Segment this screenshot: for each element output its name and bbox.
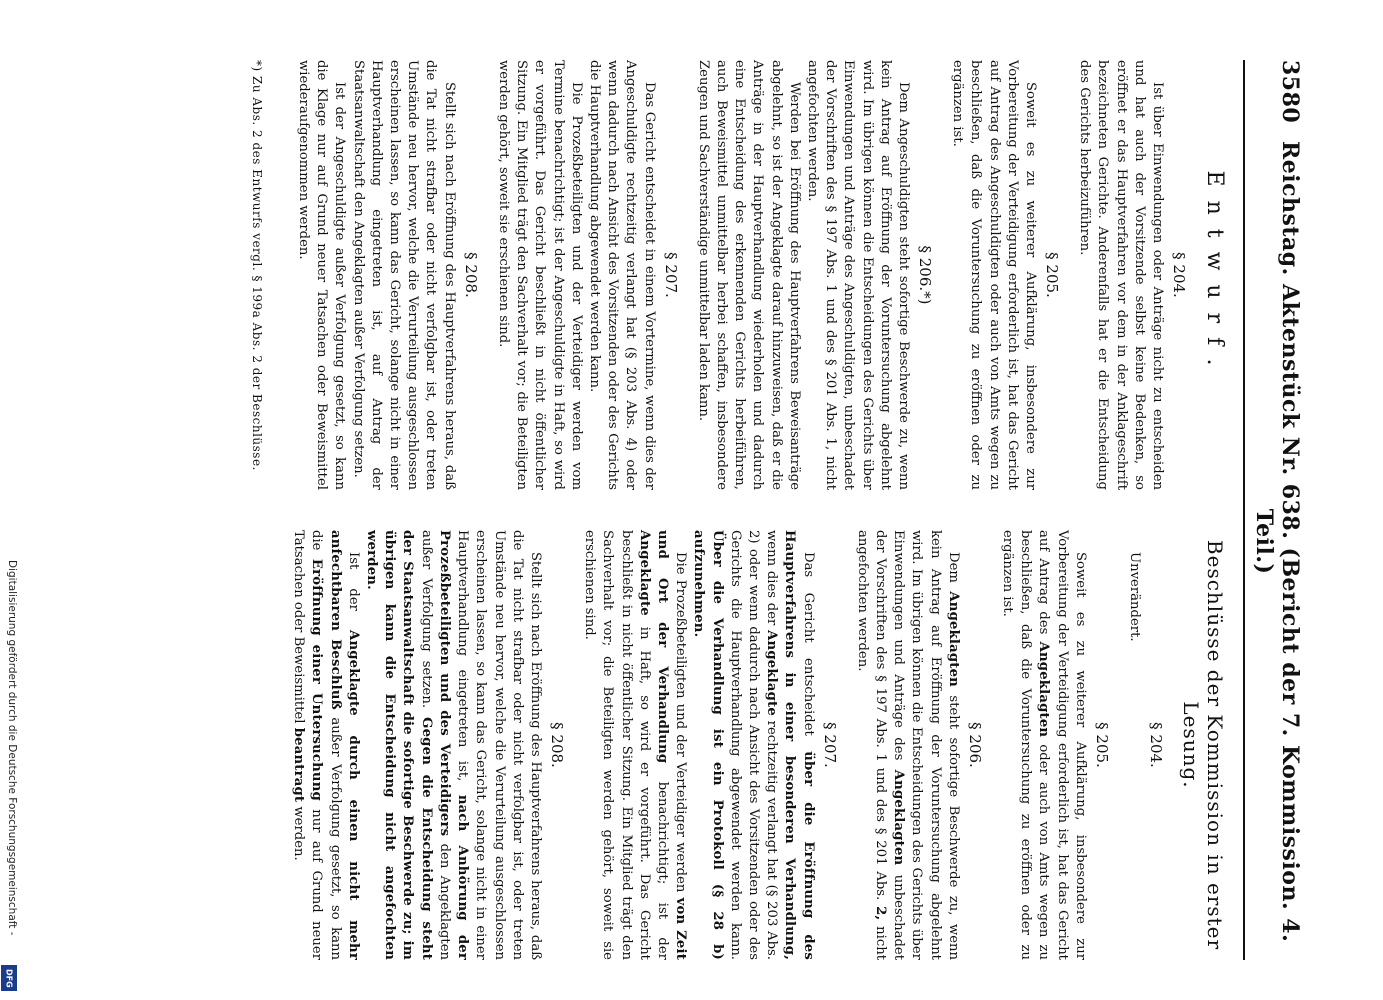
section-text: Das Gericht entscheidet in einem Vortermine, wenn dies der Angeschuldigte rechtzeitig verlangt hat (§ 203 Abs. 4) oder wenn dadurch nach Ansicht des Vorsitzenden oder des Gerichts die Hauptverhandlung abgewendet werden kann. (586, 60, 657, 490)
section-number: § 206.*) (915, 245, 934, 305)
text-run: steht sofortige Beschwerde zu, wenn kein Antrag auf Eröffnung der Voruntersuchung abgelehnt wird. Im übrigen können die Entscheidungen des Gerichts über Einwendungen und Anträge des (891, 530, 961, 960)
text-run: Das Gericht entscheidet (800, 552, 816, 752)
digitization-credit (0, 560, 20, 1000)
emphasis-run: Angeklagten (891, 769, 907, 866)
resolution-section-208 (289, 530, 566, 960)
section-text (689, 530, 816, 960)
section-text: Stellt sich nach Eröffnung des Hauptverfahrens heraus, daß die Tat nicht strafbar oder nicht verfolgbar ist, oder treten Umstände neu hervor, welche die Verurteilung ausgeschlossen erscheinen lassen, so kann das Gericht, solange nicht in einer Hauptverhandlung eingetreten ist, auf Antrag der Staatsanwaltschaft den Angeklagten außer Verfolgung setzen. (350, 60, 457, 490)
text-run: Stellt sich nach Eröffnung des Hauptverfahrens heraus, daß die Tat nicht strafbar oder nicht verfolgbar ist, oder treten Umstände neu hervor, welche die Verurteilung ausgeschlossen erscheinen lassen, so kann das Gericht, solange nicht in einer Hauptverhandlung eingetreten ist, (455, 530, 543, 960)
emphasis-run: Angeklagte (764, 630, 780, 716)
text-run: Dem (945, 552, 961, 592)
section-number: § 208. (547, 722, 566, 768)
draft-heading: Entwurf. (1202, 170, 1227, 380)
text-run: benachrichtigt; ist der (654, 763, 670, 960)
draft-section-207 (494, 60, 680, 490)
draft-section-208 (294, 60, 480, 490)
section-text: Die Prozeßbeteiligten und der Verteidiger werden vom Termine benachrichtigt; ist der Angeschuldigte in Haft, so wird er vorgeführt. Das Gericht beschließt in nicht öffentlicher Sitzung. Ein Mitglied trägt den Sachverhalt vor; die Beteiligten werden gehört, soweit sie erschienen sind. (495, 60, 584, 490)
section-number: § 205. (1092, 722, 1111, 768)
emphasis-run: 2, (872, 906, 888, 921)
page-number: 3580 (1277, 60, 1303, 124)
footnote: *) Zu Abs. 2 des Entwurfs vergl. § 199a Abs. 2 der Beschlüsse. (249, 60, 264, 471)
text-run: den Angeklagten außer Verfolgung setzen. (418, 530, 452, 961)
emphasis-run: von Zeit und Ort der Verhandlung (654, 530, 689, 960)
draft-section-204 (1075, 60, 1188, 490)
section-number: § 207. (820, 722, 839, 768)
text-run: außer Verfolgung gesetzt, so kann die (309, 530, 343, 960)
text-run: Soweit es zu weiterer Aufklärung, insbesondere zur Vorbereitung der Verteidigung erforderlich ist, hat das Gericht auf Antrag des (1036, 530, 1088, 960)
emphasis-run: Über die Verhandlung ist ein Protokoll (§ 28 b) aufzunehmen. (691, 530, 725, 960)
section-number: § 208. (461, 252, 480, 298)
section-text: Soweit es zu weiterer Aufklärung, insbesondere zur Vorbereitung der Verteidigung erforderlich ist, hat das Gericht auf Antrag des Angeschuldigten oder auch von Amts wegen zu beschließen, daß die Voruntersuchung zu eröffnen oder zu ergänzen ist. (950, 60, 1038, 490)
section-text: Ist der Angeschuldigte außer Verfolgung gesetzt, so kann die Klage nur auf Grund neuer Tatsachen oder Beweismittel wiederaufgenommen werden. (296, 60, 348, 490)
section-text (580, 530, 689, 960)
text-run: Ist der (345, 552, 361, 631)
emphasis-run: Angeklagten (945, 591, 961, 687)
section-number: § 206. (965, 722, 984, 768)
emphasis-run: Eröffnung einer Untersuchung (309, 558, 325, 801)
section-text: Unverändert. (1127, 552, 1142, 642)
text-run: unbeschadet der Vorschriften des § 197 Abs. 1 und des § 201 Abs. (872, 530, 907, 960)
emphasis-run: Angeklagten (1036, 641, 1052, 738)
emphasis-run: beantragt (291, 727, 307, 803)
page-title: Reichstag. Aktenstück Nr. 638. (Bericht der 7. Kommission. 4. Teil.) (1251, 140, 1303, 943)
resolutions-column (250, 530, 1227, 960)
text-run: oder auch von Amts wegen zu beschließen, daß die Voruntersuchung zu eröffnen oder zu ergänzen ist. (999, 530, 1052, 960)
resolution-section-206 (853, 530, 984, 960)
section-text: Werden bei Eröffnung des Hauptverfahrens Beweisanträge abgelehnt, so ist der Angeklagte darauf hinzuweisen, daß er die Anträge in der Hauptverhandlung wiederholen und dadurch eine Entscheidung des erkennenden Gerichts herbeiführen, auch Beweismittel unmittelbar herbei schaffen, insbesondere Zeugen und Sachverständige unmittelbar laden kann. (695, 60, 802, 490)
section-text: Ist über Einwendungen oder Anträge nicht zu entscheiden und hat auch der Vorsitzende selbst keine Bedenken, so eröffnet er das Hauptverfahren vor dem in der Anklageschrift bezeichneten Gerichte. Anderenfalls hat er die Entscheidung des Gerichts herbeizuführen. (1077, 60, 1165, 490)
text-run: rechtzeitig verlangt hat (§ 203 Abs. 2) oder wenn dadurch nach Ansicht des Vorsitzenden oder des Gerichts die Hauptverhandlung abgewendet werden kann. (727, 530, 780, 961)
section-number: § 207. (661, 252, 680, 298)
text-run: in Haft, so wird er vorgeführt. Das Gericht beschließt in nicht öffentlicher Sitzung. Ein Mitglied trägt den Sachverhalt vor; die Beteiligten werden gehört, soweit sie erschienen sind. (582, 530, 652, 960)
draft-section-205 (948, 60, 1061, 490)
resolution-section-204 (1125, 530, 1165, 960)
section-text (289, 530, 362, 960)
text-run: Die Prozeßbeteiligten und der Verteidiger werden (673, 552, 689, 898)
emphasis-run: über die Eröffnung des Hauptverfahrens in einer besonderen Verhandlung, (782, 530, 816, 960)
section-number: § 204. (1147, 722, 1165, 768)
section-text (998, 530, 1089, 960)
resolution-section-207 (580, 530, 839, 960)
emphasis-run: Gegen die Entscheidung steht der Staatsanwaltschaft die sofortige Beschwerde zu; im übrigen kann die Entscheidung nicht angefochten werden. (364, 530, 434, 960)
credit-text: Digitalisierung gefördert durch die Deutsche Forschungsgemeinschaft - (6, 560, 18, 936)
dfg-logo: DFG (1, 965, 17, 991)
emphasis-run: Angeklagte durch einen nicht mehr anfechtbaren Beschluß (327, 530, 361, 960)
section-text (853, 530, 962, 960)
section-text: Dem Angeschuldigten steht sofortige Beschwerde zu, wenn kein Antrag auf Eröffnung der Voruntersuchung abgelehnt wird. Im übrigen können die Entscheidungen des Gerichts über Einwendungen und Anträge des Angeschuldigten, unbeschadet der Vorschriften des § 197 Abs. 1 und des § 201 Abs. 1, nicht angefochten werden. (804, 60, 911, 490)
text-run: nur auf Grund neuer Tatsachen oder Beweismittel (291, 530, 325, 960)
draft-column (250, 60, 1227, 490)
resolutions-heading: Beschlüsse der Kommission in erster Lesung. (1179, 539, 1227, 951)
columns (250, 60, 1227, 960)
text-run: wenn dies der (764, 530, 780, 631)
emphasis-run: Angeklagte (636, 530, 652, 616)
text-run: werden. (291, 802, 307, 861)
resolution-section-205 (998, 530, 1111, 960)
section-number: § 205. (1042, 252, 1061, 298)
draft-section-206 (694, 60, 934, 490)
section-text (362, 530, 544, 960)
text-run: nicht angefochten werden. (854, 530, 888, 960)
page-header (1243, 60, 1303, 960)
section-number: § 204. (1170, 252, 1188, 298)
emphasis-run: nach Anhörung der Prozeßbeteiligten und des Verteidigers (436, 530, 471, 960)
